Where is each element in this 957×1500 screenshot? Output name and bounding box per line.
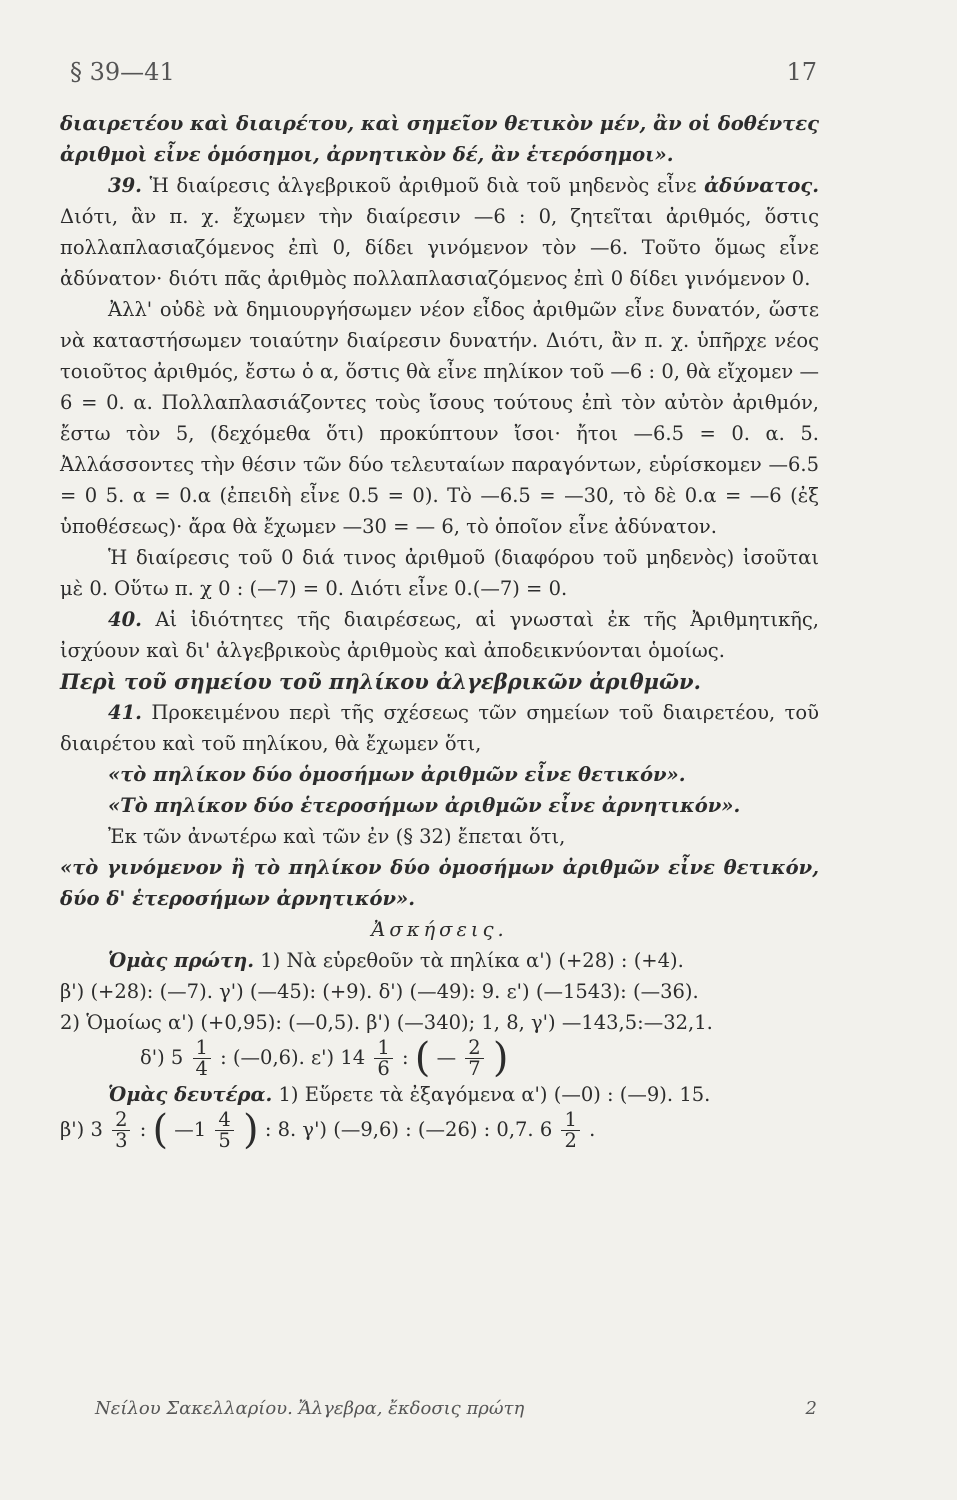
section-39 [60,170,819,294]
fraction-denominator: 7 [468,1057,481,1080]
section-41 [60,697,819,759]
section-41-paragraph-2: Ἐκ τῶν ἀνωτέρω καὶ τῶν ἐν (§ 32) ἔπεται ὅτι, [108,825,566,848]
group-1-line-4-a: δ') 5 [140,1046,184,1069]
rule-2: «Τὸ πηλίκον δύο ἑτεροσήμων ἀριθμῶν εἶνε ἀρνητικόν». [108,794,741,817]
group-1-line-4: δ') 5 $\frac{1}{4}$ : (—0,6). ε') 14 $\frac{1}{6}$ : ( — $\frac{2}{7}$ ) [140,1035,509,1081]
page-footer [95,1398,817,1419]
fraction-denominator: 6 [377,1057,390,1080]
section-39-paragraph-3: Ἡ διαίρεσις τοῦ 0 διά τινος ἀριθμοῦ (διαφόρου τοῦ μηδενὸς) ἰσοῦται μὲ 0. Οὕτω π. χ 0 : (—7) = 0. Διότι εἶνε 0.(—7) = 0. [60,546,819,600]
fraction-denominator: 2 [564,1129,577,1152]
fraction-2-3 [112,1110,130,1151]
section-40 [60,604,819,666]
page-body [60,108,819,1151]
group-2-line-2: β') 3 $\frac{2}{3}$ : ( —1 $\frac{4}{5}$ ) : 8. γ') (—9,6) : (—26) : 0,7. 6 $\frac{1}{2}$ . [60,1107,596,1153]
section-range: § 39—41 [70,58,175,86]
section-39-text: Διότι, ἂν π. χ. ἔχωμεν τὴν διαίρεσιν —6 : 0, ζητεῖται ἀριθμός, ὅστις πολλαπλασιαζόμενος ἐπὶ 0, δίδει γινόμενον τὸν —6. Τοῦτο ὅμως εἶνε ἀδύνατον· διότι πᾶς ἀριθμὸς πολλαπλασιαζόμενος ἐπὶ 0 δίδει γινόμενον 0. [60,205,819,290]
fraction-denominator: 5 [218,1129,231,1152]
section-40-number: 40. [108,608,142,631]
group-2-line-1-text: 1) Εὕρετε τὰ ἐξαγόμενα α') (—0) : (—9). 15. [278,1083,711,1106]
fraction-numerator: 1 [561,1110,579,1131]
group-2-line-1 [60,1079,819,1110]
group-1-line-1 [60,945,819,976]
page-header [70,58,817,86]
fraction-1-6 [374,1038,392,1079]
fraction-denominator: 4 [195,1057,208,1080]
section-39-lead-italic: ἀδύνατος. [704,174,820,197]
group-2-line-2-a: β') 3 [60,1118,103,1141]
fraction-numerator: 1 [193,1038,211,1059]
fraction-numerator: 4 [215,1110,233,1131]
section-41-text: Προκειμένου περὶ τῆς σχέσεως τῶν σημείων τοῦ διαιρετέου, τοῦ διαιρέτου καὶ τοῦ πηλίκου, θὰ ἔχωμεν ὅτι, [60,701,819,755]
footer-signature: 2 [805,1398,817,1419]
left-paren-glyph: ( [152,1107,169,1153]
fraction-numerator: 2 [465,1038,483,1059]
intro-paragraph: διαιρετέου καὶ διαιρέτου, καὶ σημεῖον θετικὸν μέν, ἂν οἱ δοθέντες ἀριθμοὶ εἶνε ὁμόσημοι, ἀρνητικὸν δέ, ἂν ἑτερόσημοι». [60,112,819,166]
section-39-lead: Ἡ διαίρεσις ἀλγεβρικοῦ ἀριθμοῦ διὰ τοῦ μηδενὸς εἶνε [149,174,697,197]
rule-3: «τὸ γινόμενον ἢ τὸ πηλίκον δύο ὁμοσήμων ἀριθμῶν εἶνε θετικόν, δύο δ' ἑτεροσήμων ἀρνητικόν». [60,856,819,910]
right-paren-glyph: ) [243,1107,259,1153]
group-1-line-4-b: : (—0,6). ε') 14 [220,1046,366,1069]
fraction-4-5 [215,1110,233,1151]
footer-book-title: Νείλου Σακελλαρίου. Ἄλγεβρα, ἔκδοσις πρώτη [95,1398,525,1419]
section-39-number: 39. [108,174,142,197]
rule-1: «τὸ πηλίκον δύο ὁμοσήμων ἀριθμῶν εἶνε θετικόν». [108,763,686,786]
group-1-line-3: 2) Ὁμοίως α') (+0,95): (—0,5). β') (—340); 1, 8, γ') —143,5:—32,1. [60,1011,713,1034]
section-39-paragraph-2: Ἀλλ' οὐδὲ νὰ δημιουργήσωμεν νέον εἶδος ἀριθμῶν εἶνε δυνατόν, ὥστε νὰ καταστήσωμεν τοιαύτην διαίρεσιν δυνατήν. Διότι, ἂν π. χ. ὑπῆρχε νέος τοιοῦτος ἀριθμός, ἔστω ὁ α, ὅστις θὰ εἶνε πηλίκον τοῦ —6 : 0, θὰ εἴχομεν —6 = 0. α. Πολλαπλασιάζοντες τοὺς ἴσους τούτους ἐπὶ τὸν αὐτὸν ἀριθμόν, ἔστω τὸν 5, (δεχόμεθα ὅτι) προκύπτουν ἴσοι· ἤτοι —6.5 = 0. α. 5. Ἀλλάσσοντες τὴν θέσιν τῶν δύο τελευταίων παραγόντων, εὑρίσκομεν —6.5 = 0 5. α = 0.α (ἐπειδὴ εἶνε 0.5 = 0). Τὸ —6.5 = —30, τὸ δὲ 0.α = —6 (ἐξ ὑποθέσεως)· ἄρα θὰ ἔχωμεν —30 = — 6, τὸ ὁποῖον εἶνε ἀδύνατον. [60,298,819,538]
fraction-numerator: 2 [112,1110,130,1131]
right-paren-glyph: ) [492,1035,509,1081]
group-2-label: Ὁμὰς δευτέρα. [108,1083,273,1106]
fraction-1-2 [561,1110,579,1151]
group-1-line-1-text: 1) Νὰ εὑρεθοῦν τὰ πηλίκα α') (+28) : (+4). [260,949,684,972]
section-40-text: Αἱ ἰδιότητες τῆς διαιρέσεως, αἱ γνωσταὶ ἐκ τῆς Ἀριθμητικῆς, ἰσχύουν καὶ δι' ἀλγεβρικοὺς ἀριθμοὺς καὶ ἀποδεικνύονται ὁμοίως. [60,608,819,662]
fraction-denominator: 3 [115,1129,128,1152]
section-heading: Περὶ τοῦ σημείου τοῦ πηλίκου ἀλγεβρικῶν ἀριθμῶν. [60,669,701,694]
section-41-number: 41. [108,701,142,724]
exercises-title: Ἀσκήσεις. [371,918,508,941]
left-paren-glyph: ( [414,1035,431,1081]
group-2-line-2-b: : 8. γ') (—9,6) : (—26) : 0,7. 6 [264,1118,553,1141]
fraction-1-4 [193,1038,211,1079]
group-1-line-2: β') (+28): (—7). γ') (—45): (+9). δ') (—49): 9. ε') (—1543): (—36). [60,980,699,1003]
group-1-label: Ὁμὰς πρώτη. [108,949,255,972]
fraction-2-7 [465,1038,483,1079]
page-number: 17 [786,58,817,86]
fraction-numerator: 1 [374,1038,392,1059]
